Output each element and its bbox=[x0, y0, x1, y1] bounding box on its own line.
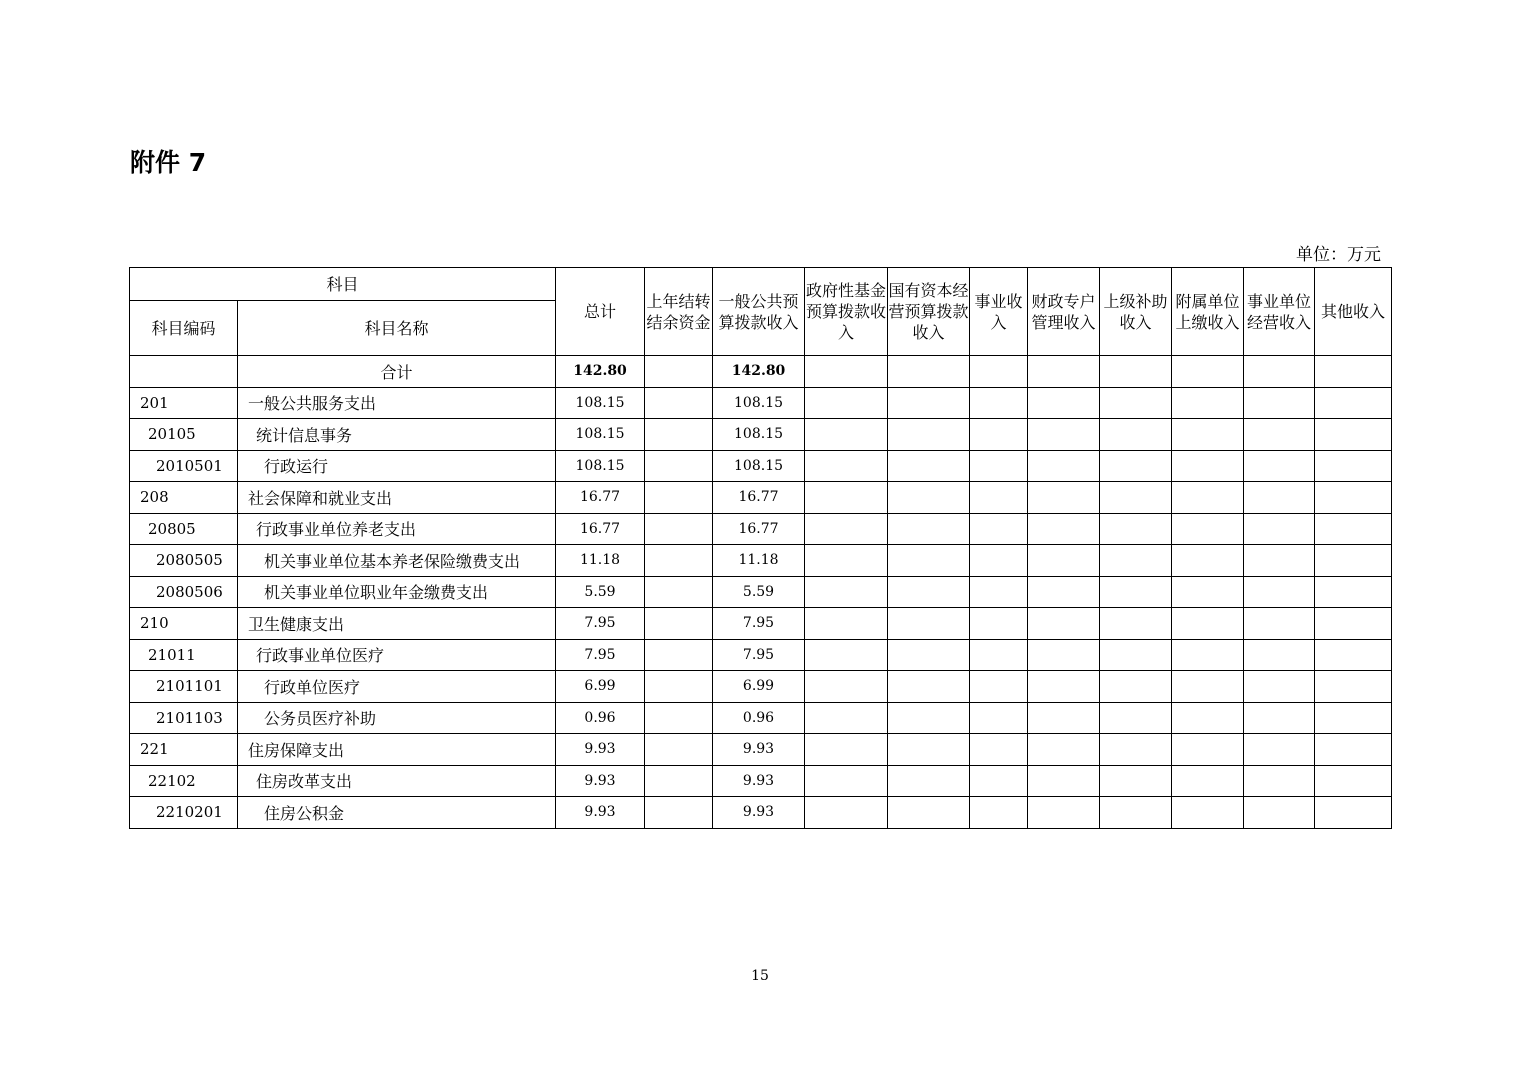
total-row-label: 合计 bbox=[238, 356, 556, 388]
header-affiliated-remit: 附属单位上缴收入 bbox=[1172, 268, 1244, 356]
row-total: 108.15 bbox=[556, 450, 645, 482]
row-total: 9.93 bbox=[556, 765, 645, 797]
table-row bbox=[130, 797, 1392, 829]
row-code: 2101103 bbox=[130, 702, 238, 734]
row-name: 住房改革支出 bbox=[238, 765, 556, 797]
row-total: 9.93 bbox=[556, 797, 645, 829]
unit-label: 单位：万元 bbox=[1296, 245, 1381, 265]
table-row bbox=[130, 513, 1392, 545]
row-code: 2080505 bbox=[130, 545, 238, 577]
header-state-capital: 国有资本经营预算拨款收入 bbox=[888, 268, 970, 356]
row-code: 22102 bbox=[130, 765, 238, 797]
row-code: 21011 bbox=[130, 639, 238, 671]
header-total: 总计 bbox=[556, 268, 645, 356]
row-total: 108.15 bbox=[556, 419, 645, 451]
table-row bbox=[130, 671, 1392, 703]
header-superior-subsidy: 上级补助收入 bbox=[1100, 268, 1172, 356]
row-total: 0.96 bbox=[556, 702, 645, 734]
row-general-budget: 108.15 bbox=[713, 387, 805, 419]
table-row bbox=[130, 639, 1392, 671]
table-row bbox=[130, 450, 1392, 482]
row-code: 2010501 bbox=[130, 450, 238, 482]
table-row bbox=[130, 765, 1392, 797]
header-subject-name: 科目名称 bbox=[238, 301, 556, 356]
header-operating-income: 事业单位经营收入 bbox=[1244, 268, 1315, 356]
row-name: 统计信息事务 bbox=[238, 419, 556, 451]
row-general-budget: 9.93 bbox=[713, 797, 805, 829]
row-total: 7.95 bbox=[556, 639, 645, 671]
table-row bbox=[130, 702, 1392, 734]
row-general-budget: 108.15 bbox=[713, 419, 805, 451]
row-general-budget: 108.15 bbox=[713, 450, 805, 482]
table-row bbox=[130, 419, 1392, 451]
table-row bbox=[130, 734, 1392, 766]
row-code: 2080506 bbox=[130, 576, 238, 608]
row-general-budget: 5.59 bbox=[713, 576, 805, 608]
total-row-general-budget: 142.80 bbox=[713, 356, 805, 388]
row-name: 社会保障和就业支出 bbox=[238, 482, 556, 514]
row-name: 行政单位医疗 bbox=[238, 671, 556, 703]
header-subject-group: 科目 bbox=[130, 268, 556, 301]
row-code: 2210201 bbox=[130, 797, 238, 829]
row-code: 208 bbox=[130, 482, 238, 514]
row-general-budget: 7.95 bbox=[713, 608, 805, 640]
row-name: 行政事业单位医疗 bbox=[238, 639, 556, 671]
header-business-income: 事业收入 bbox=[970, 268, 1028, 356]
page-number: 15 bbox=[751, 968, 769, 984]
row-total: 7.95 bbox=[556, 608, 645, 640]
row-code: 2101101 bbox=[130, 671, 238, 703]
total-row-total: 142.80 bbox=[556, 356, 645, 388]
row-general-budget: 6.99 bbox=[713, 671, 805, 703]
header-general-budget: 一般公共预算拨款收入 bbox=[713, 268, 805, 356]
row-total: 5.59 bbox=[556, 576, 645, 608]
row-total: 11.18 bbox=[556, 545, 645, 577]
row-name: 一般公共服务支出 bbox=[238, 387, 556, 419]
attachment-title: 附件 7 bbox=[130, 148, 207, 177]
row-total: 16.77 bbox=[556, 513, 645, 545]
row-total: 108.15 bbox=[556, 387, 645, 419]
row-total: 16.77 bbox=[556, 482, 645, 514]
row-general-budget: 11.18 bbox=[713, 545, 805, 577]
row-code: 201 bbox=[130, 387, 238, 419]
row-general-budget: 7.95 bbox=[713, 639, 805, 671]
row-general-budget: 16.77 bbox=[713, 482, 805, 514]
table-row bbox=[130, 482, 1392, 514]
total-row-code bbox=[130, 356, 238, 388]
header-subject-code: 科目编码 bbox=[130, 301, 238, 356]
row-total: 9.93 bbox=[556, 734, 645, 766]
row-general-budget: 9.93 bbox=[713, 734, 805, 766]
row-general-budget: 0.96 bbox=[713, 702, 805, 734]
row-name: 行政运行 bbox=[238, 450, 556, 482]
row-code: 20805 bbox=[130, 513, 238, 545]
row-total: 6.99 bbox=[556, 671, 645, 703]
row-general-budget: 9.93 bbox=[713, 765, 805, 797]
row-code: 210 bbox=[130, 608, 238, 640]
header-carryover: 上年结转结余资金 bbox=[645, 268, 713, 356]
table-row bbox=[130, 576, 1392, 608]
row-name: 机关事业单位职业年金缴费支出 bbox=[238, 576, 556, 608]
row-code: 20105 bbox=[130, 419, 238, 451]
row-name: 公务员医疗补助 bbox=[238, 702, 556, 734]
row-name: 机关事业单位基本养老保险缴费支出 bbox=[238, 545, 556, 577]
row-name: 卫生健康支出 bbox=[238, 608, 556, 640]
budget-table bbox=[129, 267, 1392, 829]
header-gov-fund: 政府性基金预算拨款收入 bbox=[805, 268, 888, 356]
total-row bbox=[130, 356, 1392, 388]
table-row bbox=[130, 608, 1392, 640]
row-name: 住房保障支出 bbox=[238, 734, 556, 766]
header-other-income: 其他收入 bbox=[1315, 268, 1392, 356]
table-row bbox=[130, 545, 1392, 577]
header-fiscal-special: 财政专户管理收入 bbox=[1028, 268, 1100, 356]
table-row bbox=[130, 387, 1392, 419]
row-name: 行政事业单位养老支出 bbox=[238, 513, 556, 545]
row-name: 住房公积金 bbox=[238, 797, 556, 829]
row-general-budget: 16.77 bbox=[713, 513, 805, 545]
row-code: 221 bbox=[130, 734, 238, 766]
